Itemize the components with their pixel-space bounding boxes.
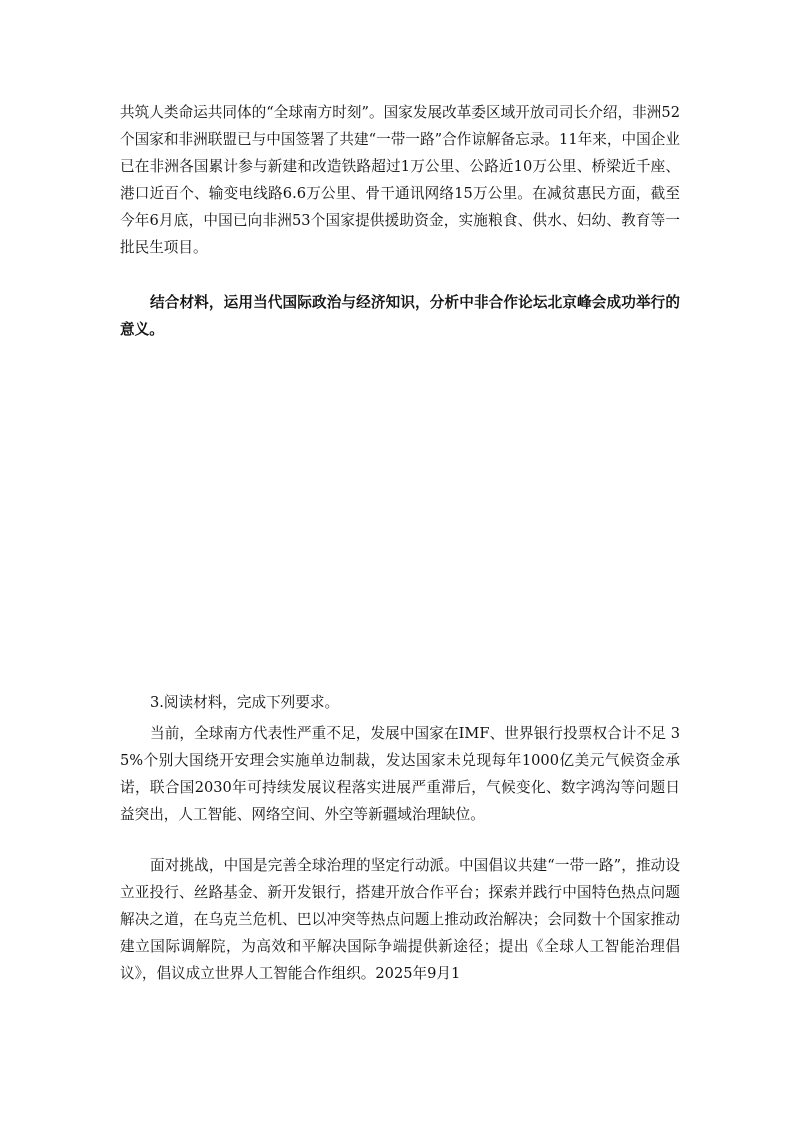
question-prompt: 结合材料，运用当代国际政治与经济知识，分析中非合作论坛北京峰会成功举行的意义。 — [120, 294, 680, 338]
material-paragraph: 共筑人类命运共同体的“全球南方时刻”。国家发展改革委区域开放司司长介绍，非洲52个国家和非洲联盟已与中国签署了共建“一带一路”合作谅解备忘录。11年来，中国企业已在非洲各国累计参与新建和改造铁路超过1万公里、公路近10万公里、桥梁近千座、港口近百个、输变电线路6.6万公里、骨干通讯网络15万公里。在减贫惠民方面，截至今年6月底，中国已向非洲53个国家提供援助资金，实施粮食、供水、妇幼、教育等一批民生项目。 — [120, 104, 680, 256]
question-3-material-paragraph-1: 当前，全球南方代表性严重不足，发展中国家在IMF、世界银行投票权合计不足 35%个别大国绕开安理会实施单边制裁，发达国家未兑现每年1000亿美元气候资金承诺，联合国2030年可持续发展议程落实进展严重滞后，气候变化、数字鸿沟等问题日益突出，人工智能、网络空间、外空等新疆域治理缺位。 — [120, 725, 680, 823]
question-3-heading: 3.阅读材料，完成下列要求。 — [150, 694, 340, 711]
question-3-material-paragraph-2: 面对挑战，中国是完善全球治理的坚定行动派。中国倡议共建“一带一路”，推动设立亚投行、丝路基金、新开发银行，搭建开放合作平台；探索并践行中国特色热点问题解决之道，在乌克兰危机、巴以冲突等热点问题上推动政治解决；会同数十个国家推动建立国际调解院，为高效和平解决国际争端提供新途径；提出《全球人工智能治理倡议》，倡议成立世界人工智能合作组织。2025年9月1 — [120, 857, 680, 982]
